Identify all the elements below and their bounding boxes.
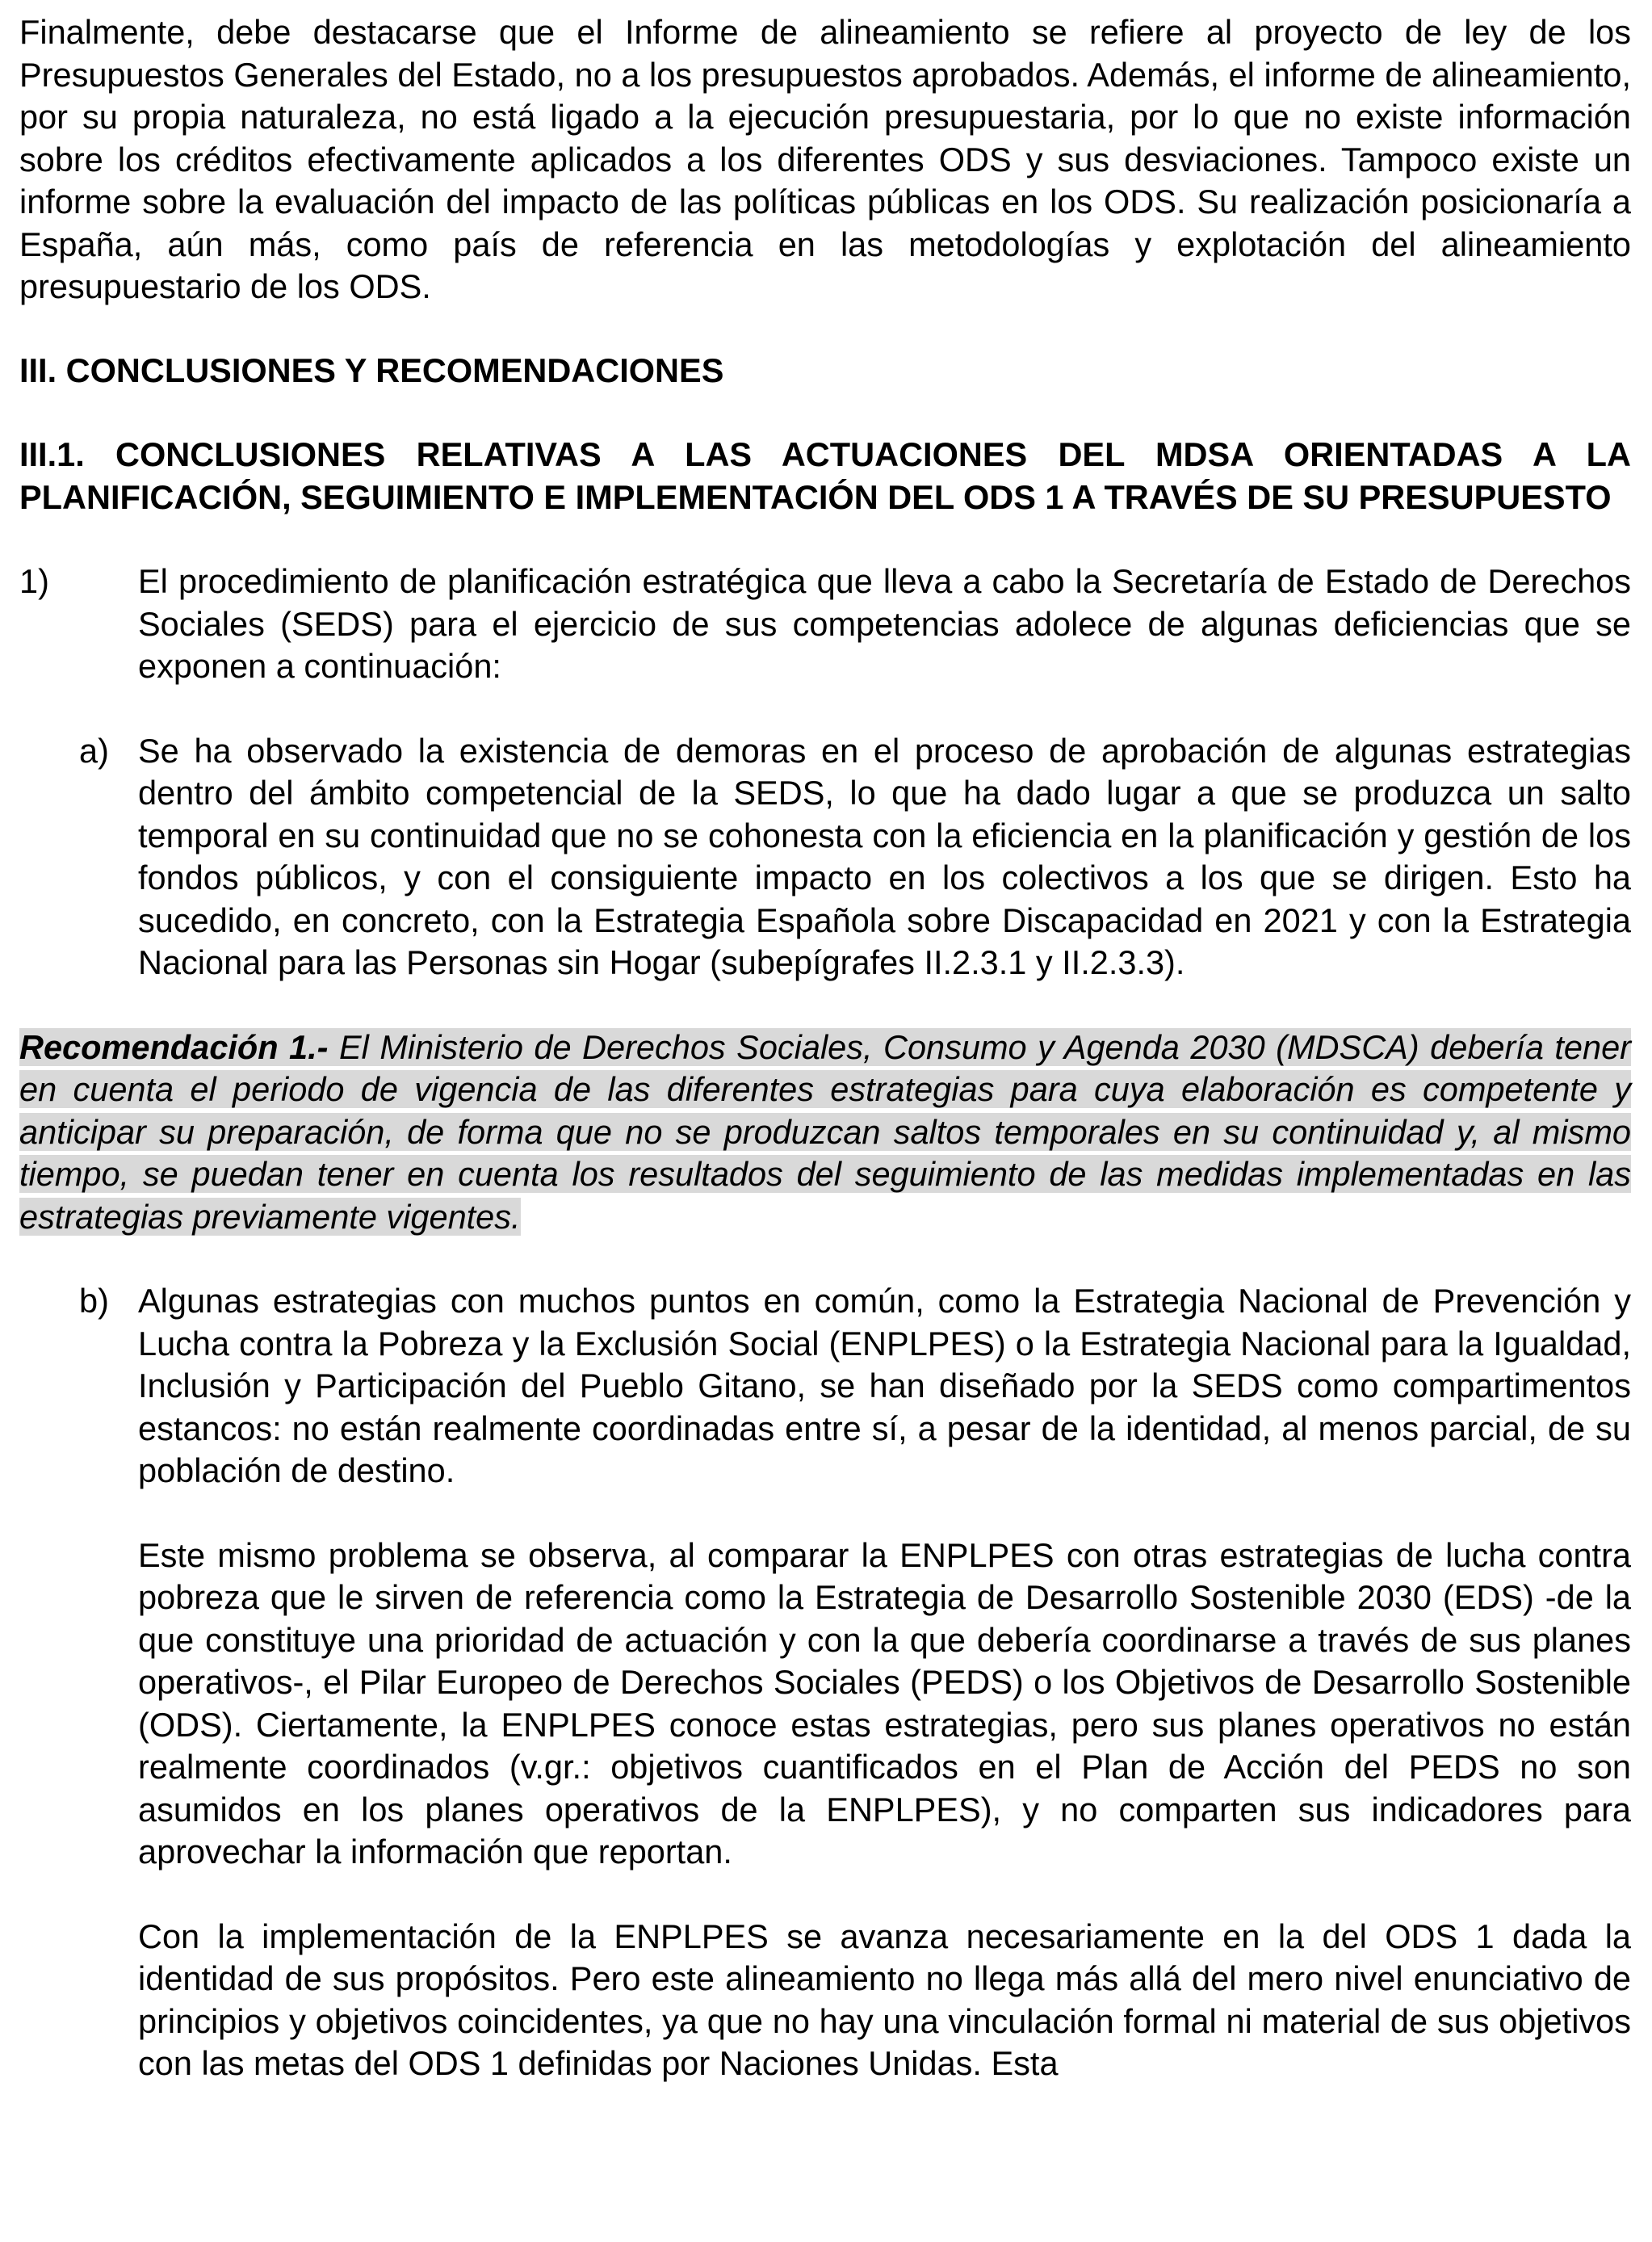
item-letter: a) <box>79 731 109 770</box>
document-page <box>19 11 1631 2085</box>
recommendation-text: El Ministerio de Derechos Sociales, Consumo y Agenda 2030 (MDSCA) debería tener en cuenta el periodo de vigencia de las diferentes estrategias para cuya elaboración es competente y anticipar su preparación, de forma que no se produzcan saltos temporales en su continuidad y, al mismo tiempo, se puedan tener en cuenta los resultados del seguimiento de las medidas implementadas en las estrategias previamente vigentes. <box>19 1027 1631 1236</box>
item-text: El procedimiento de planificación estratégica que lleva a cabo la Secretaría de Estado de Derechos Sociales (SEDS) para el ejercicio de sus competencias adolece de algunas deficiencias que se exponen a continuación: <box>138 562 1631 685</box>
intro-paragraph: Finalmente, debe destacarse que el Informe de alineamiento se refiere al proyecto de ley de los Presupuestos Generales del Estado, no a los presupuestos aprobados. Además, el informe de alineamiento, por su propia naturaleza, no está ligado a la ejecución presupuestaria, por lo que no existe información sobre los créditos efectivamente aplicados a los diferentes ODS y sus desviaciones. Tampoco existe un informe sobre la evaluación del impacto de las políticas públicas en los ODS. Su realización posicionaría a España, aún más, como país de referencia en las metodologías y explotación del alineamiento presupuestario de los ODS. <box>19 13 1631 305</box>
subsection-title: III.1. CONCLUSIONES RELATIVAS A LAS ACTUACIONES DEL MDSA ORIENTADAS A LA PLANIFICACIÓN, SEGUIMIENTO E IMPLEMENTACIÓN DEL ODS 1 A TRAVÉS DE SU PRESUPUESTO <box>19 435 1631 516</box>
conclusion-item-b <box>19 1280 1631 1493</box>
item-letter: b) <box>79 1282 109 1320</box>
item-text: Algunas estrategias con muchos puntos en común, como la Estrategia Nacional de Prevención y Lucha contra la Pobreza y la Exclusión Social (ENPLPES) o la Estrategia Nacional para la Igualdad, Inclusión y Participación del Pueblo Gitano, se han diseñado por la SEDS como compartimentos estancos: no están realmente coordinadas entre sí, a pesar de la identidad, al menos parcial, de su población de destino. <box>138 1282 1631 1489</box>
item-text: Se ha observado la existencia de demoras en el proceso de aprobación de algunas estrategias dentro del ámbito competencial de la SEDS, lo que ha dado lugar a que se produzca un salto temporal en su continuidad que no se cohonesta con la eficiencia en la planificación y gestión de los fondos públicos, y con el consiguiente impacto en los colectivos a los que se dirigen. Esto ha sucedido, en concreto, con la Estrategia Española sobre Discapacidad en 2021 y con la Estrategia Nacional para las Personas sin Hogar (subepígrafes II.2.3.1 y II.2.3.3). <box>138 731 1631 981</box>
conclusion-item-a <box>19 730 1631 985</box>
item-b-paragraph-3: Con la implementación de la ENPLPES se avanza necesariamente en la del ODS 1 dada la identidad de sus propósitos. Pero este alineamiento no llega más allá del mero nivel enunciativo de principios y objetivos coincidentes, ya que no hay una vinculación formal ni material de sus objetivos con las metas del ODS 1 definidas por Naciones Unidas. Esta <box>138 1917 1631 2082</box>
recommendation-label: Recomendación 1.- <box>19 1027 329 1066</box>
item-b-paragraph-2: Este mismo problema se observa, al comparar la ENPLPES con otras estrategias de lucha contra pobreza que le sirven de referencia como la Estrategia de Desarrollo Sostenible 2030 (EDS) -de la que constituye una prioridad de actuación y con la que debería coordinarse a través de sus planes operativos-, el Pilar Europeo de Derechos Sociales (PEDS) o los Objetivos de Desarrollo Sostenible (ODS). Ciertamente, la ENPLPES conoce estas estrategias, pero sus planes operativos no están realmente coordinados (v.gr.: objetivos cuantificados en el Plan de Acción del PEDS no son asumidos en los planes operativos de la ENPLPES), y no comparten sus indicadores para aprovechar la información que reportan. <box>138 1535 1631 1870</box>
item-number: 1) <box>19 562 49 600</box>
conclusion-item-1 <box>19 560 1631 688</box>
recommendation-1 <box>19 1027 1631 1239</box>
section-title: III. CONCLUSIONES Y RECOMENDACIONES <box>19 351 724 389</box>
